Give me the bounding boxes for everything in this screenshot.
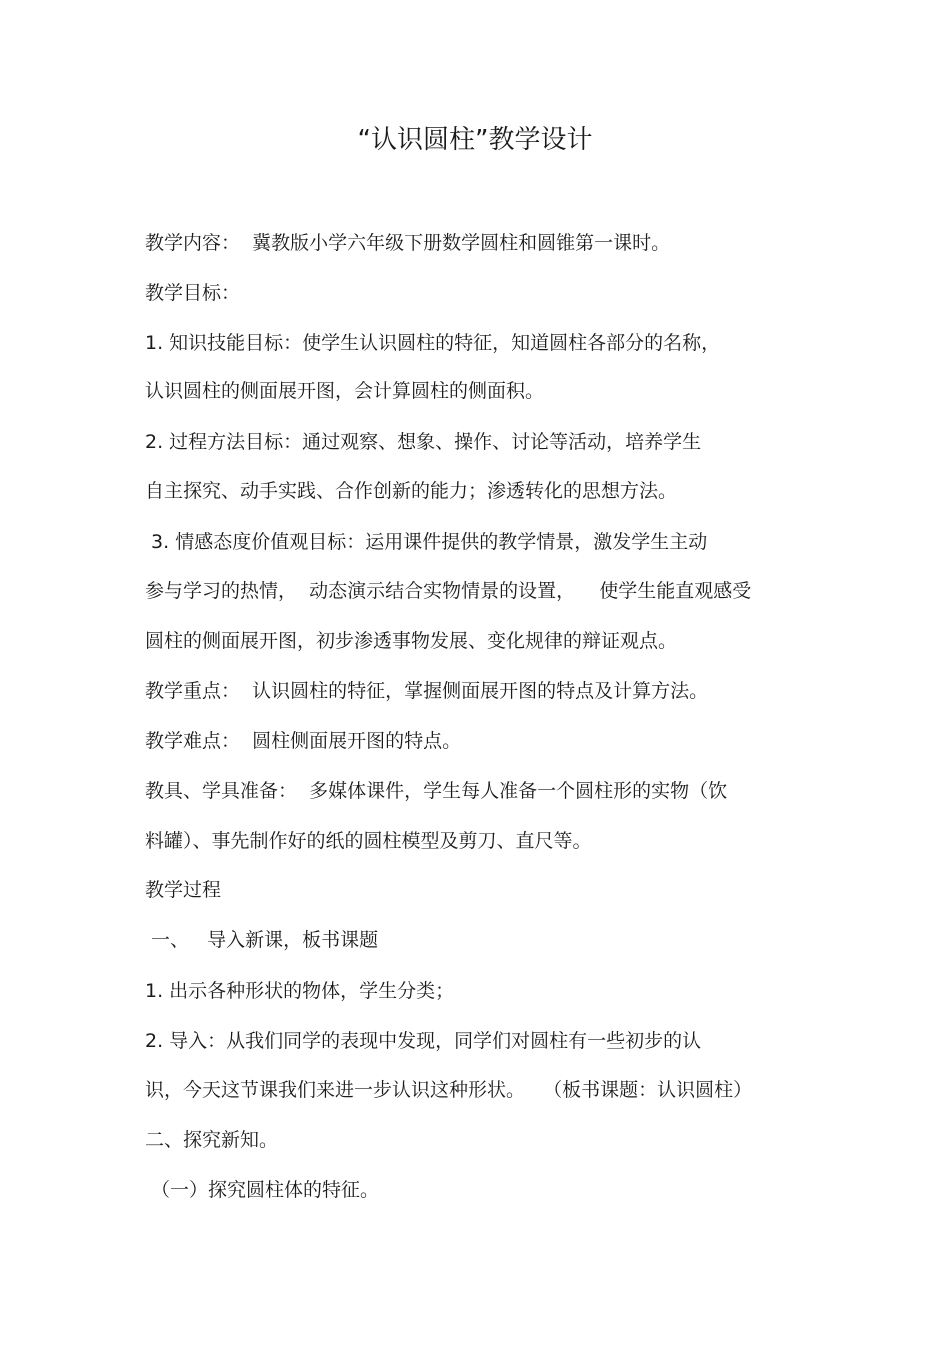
text-line: 教学难点： 圆柱侧面展开图的特点。 xyxy=(145,730,462,752)
text-line: 识，今天这节课我们来进一步认识这种形状。 （板书课题：认识圆柱） xyxy=(145,1079,753,1101)
text-line: 教学内容： 冀教版小学六年级下册数学圆柱和圆锥第一课时。 xyxy=(145,232,671,254)
text-line: 1. 出示各种形状的物体，学生分类； xyxy=(145,980,455,1002)
text-line: 圆柱的侧面展开图，初步渗透事物发展、变化规律的辩证观点。 xyxy=(145,630,678,652)
text-line: 料罐）、事先制作好的纸的圆柱模型及剪刀、直尺等。 xyxy=(145,830,592,852)
text-line: 一、 导入新课，板书课题 xyxy=(145,929,379,951)
text-line: 教学目标： xyxy=(145,282,241,304)
text-line: 2. 导入：从我们同学的表现中发现，同学们对圆柱有一些初步的认 xyxy=(145,1030,702,1052)
page-title: “认识圆柱”教学设计 xyxy=(357,125,593,155)
text-line: 教具、学具准备： 多媒体课件，学生每人准备一个圆柱形的实物（饮 xyxy=(145,780,728,802)
text-line: 3. 情感态度价值观目标：运用课件提供的教学情景，激发学生主动 xyxy=(145,531,708,553)
text-line: （一）探究圆柱体的特征。 xyxy=(145,1179,380,1201)
text-line: 教学重点： 认识圆柱的特征，掌握侧面展开图的特点及计算方法。 xyxy=(145,680,709,702)
text-line: 2. 过程方法目标：通过观察、想象、操作、讨论等活动，培养学生 xyxy=(145,431,702,453)
text-line: 1. 知识技能目标：使学生认识圆柱的特征，知道圆柱各部分的名称， xyxy=(145,332,721,354)
text-line: 二、探究新知。 xyxy=(145,1129,279,1151)
text-line: 参与学习的热情， 动态演示结合实物情景的设置， 使学生能直观感受 xyxy=(145,580,752,602)
text-line: 自主探究、动手实践、合作创新的能力；渗透转化的思想方法。 xyxy=(145,480,678,502)
text-line: 认识圆柱的侧面展开图，会计算圆柱的侧面积。 xyxy=(145,380,545,402)
text-line: 教学过程 xyxy=(145,879,222,901)
